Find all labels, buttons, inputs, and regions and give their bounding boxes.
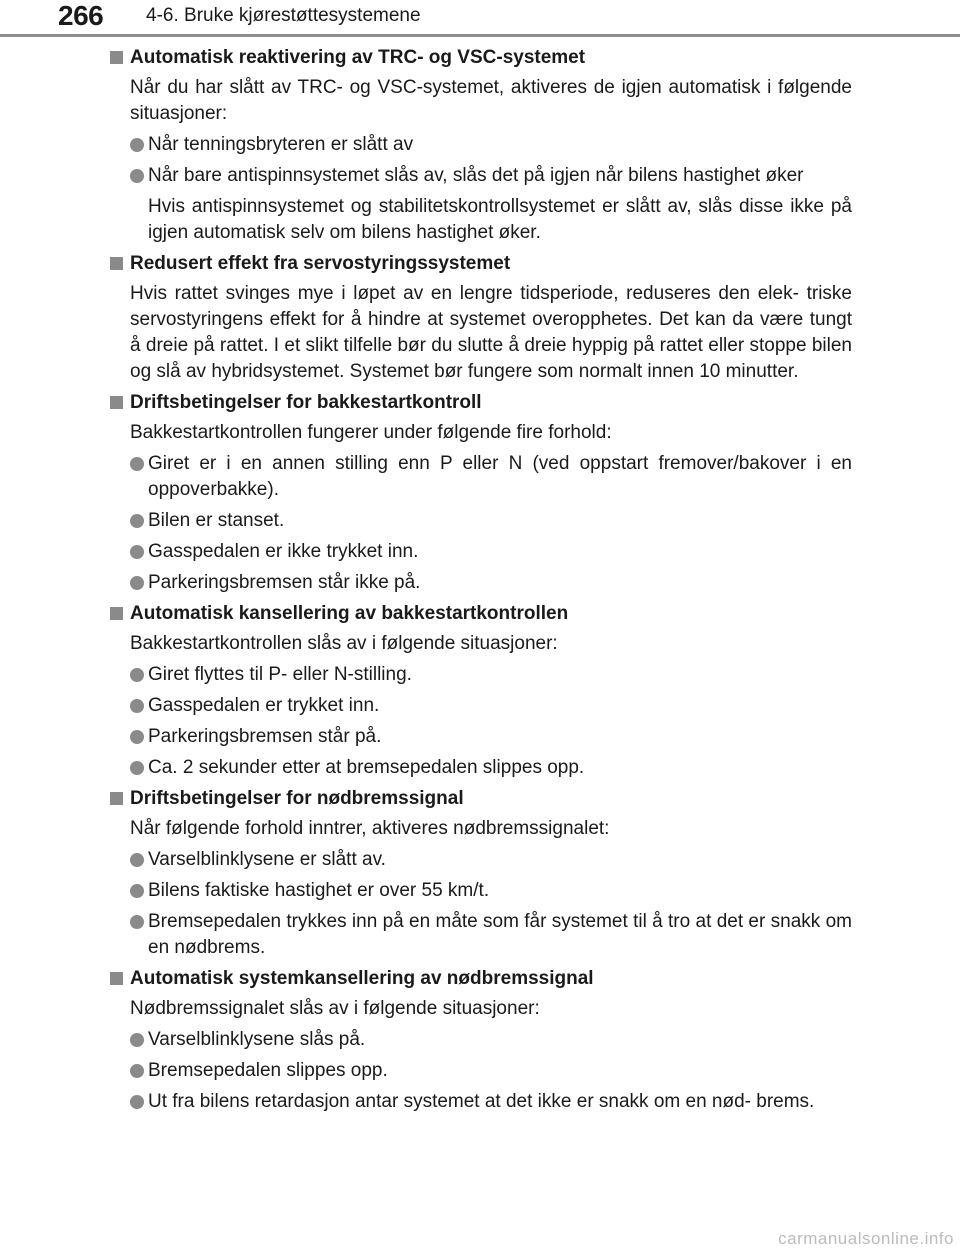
header-divider: [0, 34, 960, 37]
list-item: Bilen er stanset.: [110, 508, 852, 534]
circle-bullet-icon: [130, 1095, 144, 1109]
section-note: Hvis antispinnsystemet og stabilitetskontrollsystemet er slått av, slås disse ikke på igjen automatisk selv om bilens hastighet øker.: [148, 196, 852, 243]
section-intro: Bakkestartkontrollen fungerer under følgende fire forhold:: [130, 422, 612, 443]
list-item: Bilens faktiske hastighet er over 55 km/t.: [110, 878, 852, 904]
section-heading: Automatisk reaktivering av TRC- og VSC-systemet: [110, 45, 852, 71]
section-power-steering: [110, 251, 852, 385]
section-emergency-brake-signal-conditions: [110, 786, 852, 961]
list-item: Ca. 2 sekunder etter at bremsepedalen slippes opp.: [110, 755, 852, 781]
section-intro: Hvis rattet svinges mye i løpet av en lengre tidsperiode, reduseres den elek- triske servostyringens effekt for å hindre at systemet overopphetes. Det kan da være tungt å dreie på rattet. I et slikt tilfelle bør du slutte å dreie hyppig på rattet eller stoppe bilen og slå av hybridsystemet. Systemet bør fungere som normalt innen 10 minutter.: [130, 283, 852, 382]
square-bullet-icon: [110, 972, 123, 985]
section-heading: Automatisk systemkansellering av nødbremssignal: [110, 966, 852, 992]
circle-bullet-icon: [130, 853, 144, 867]
circle-bullet-icon: [130, 699, 144, 713]
page-header: [0, 0, 960, 40]
section-heading: Driftsbetingelser for bakkestartkontroll: [110, 390, 852, 416]
page-content: [110, 45, 852, 1120]
circle-bullet-icon: [130, 138, 144, 152]
list-item: Giret er i en annen stilling enn P eller N (ved oppstart fremover/bakover i en oppoverbakke).: [110, 451, 852, 503]
circle-bullet-icon: [130, 514, 144, 528]
circle-bullet-icon: [130, 576, 144, 590]
section-trc-vsc-reactivation: [110, 45, 852, 246]
section-emergency-brake-signal-cancel: [110, 966, 852, 1115]
circle-bullet-icon: [130, 761, 144, 775]
list-item: Bremsepedalen trykkes inn på en måte som får systemet til å tro at det er snakk om en nødbrems.: [110, 909, 852, 961]
list-item: Ut fra bilens retardasjon antar systemet at det ikke er snakk om en nød- brems.: [110, 1089, 852, 1115]
circle-bullet-icon: [130, 730, 144, 744]
list-item: Parkeringsbremsen står på.: [110, 724, 852, 750]
list-item: Parkeringsbremsen står ikke på.: [110, 570, 852, 596]
list-item: Varselblinklysene er slått av.: [110, 847, 852, 873]
list-item: Gasspedalen er ikke trykket inn.: [110, 539, 852, 565]
section-intro: Bakkestartkontrollen slås av i følgende situasjoner:: [130, 633, 558, 654]
section-hill-start-conditions: [110, 390, 852, 596]
list-item: Varselblinklysene slås på.: [110, 1027, 852, 1053]
circle-bullet-icon: [130, 457, 144, 471]
section-heading: Automatisk kansellering av bakkestartkontrollen: [110, 601, 852, 627]
section-hill-start-cancel: [110, 601, 852, 781]
watermark: carmanualsonline.info: [778, 1229, 954, 1248]
list-item: Når tenningsbryteren er slått av: [110, 132, 852, 158]
list-item: Når bare antispinnsystemet slås av, slås det på igjen når bilens hastighet øker: [110, 163, 852, 189]
section-heading: Redusert effekt fra servostyringssystemet: [110, 251, 852, 277]
circle-bullet-icon: [130, 1033, 144, 1047]
circle-bullet-icon: [130, 169, 144, 183]
section-intro: Når du har slått av TRC- og VSC-systemet, aktiveres de igjen automatisk i følgende situasjoner:: [130, 77, 852, 124]
circle-bullet-icon: [130, 884, 144, 898]
square-bullet-icon: [110, 792, 123, 805]
section-intro: Nødbremssignalet slås av i følgende situasjoner:: [130, 998, 540, 1019]
circle-bullet-icon: [130, 1064, 144, 1078]
section-title: 4-6. Bruke kjørestøttesystemene: [146, 5, 421, 26]
list-item: Giret flyttes til P- eller N-stilling.: [110, 662, 852, 688]
circle-bullet-icon: [130, 668, 144, 682]
square-bullet-icon: [110, 257, 123, 270]
square-bullet-icon: [110, 51, 123, 64]
page-number: 266: [58, 0, 104, 31]
list-item: Bremsepedalen slippes opp.: [110, 1058, 852, 1084]
section-heading: Driftsbetingelser for nødbremssignal: [110, 786, 852, 812]
section-intro: Når følgende forhold inntrer, aktiveres nødbremssignalet:: [130, 818, 610, 839]
square-bullet-icon: [110, 396, 123, 409]
circle-bullet-icon: [130, 915, 144, 929]
circle-bullet-icon: [130, 545, 144, 559]
list-item: Gasspedalen er trykket inn.: [110, 693, 852, 719]
square-bullet-icon: [110, 607, 123, 620]
